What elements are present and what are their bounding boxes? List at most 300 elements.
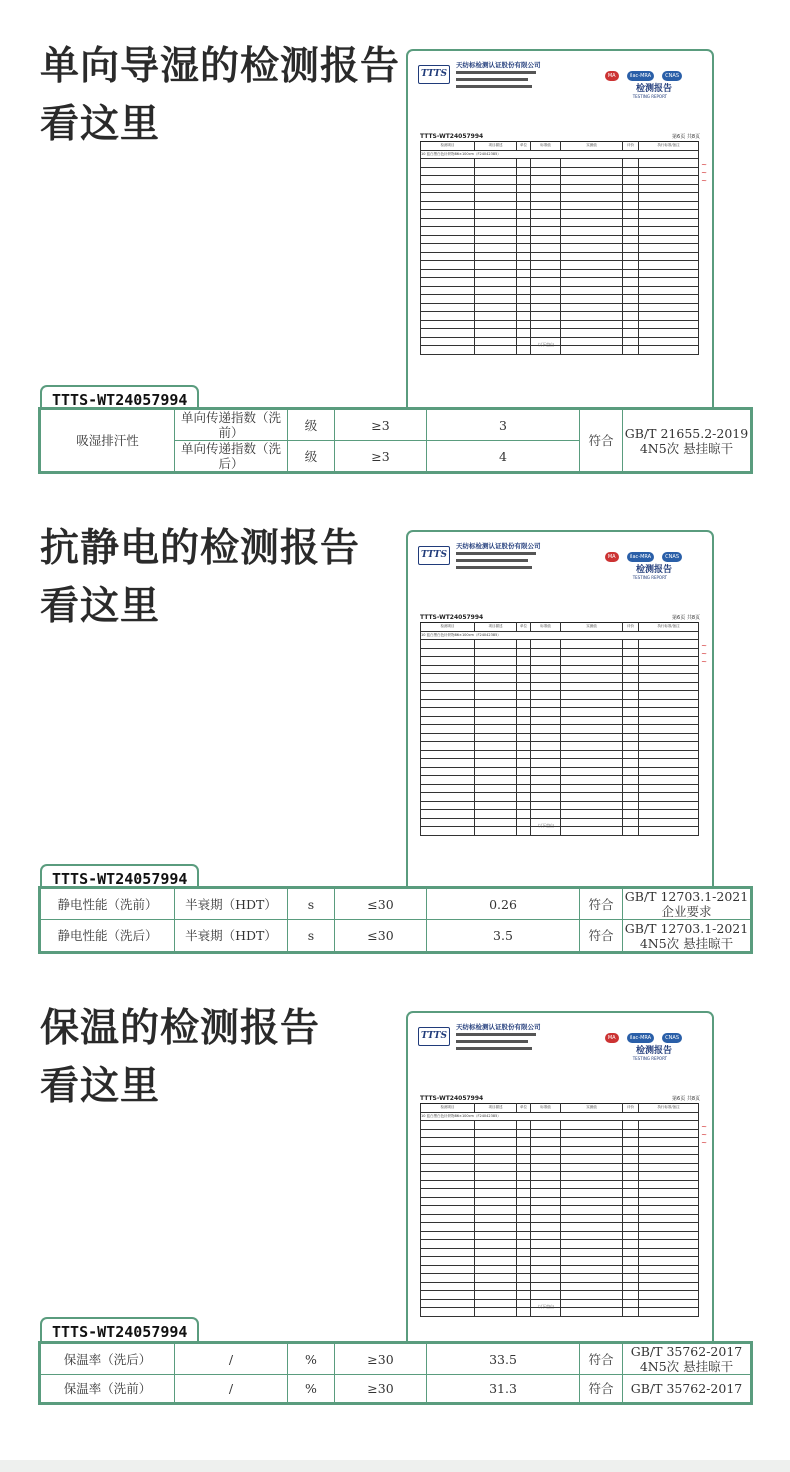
report-filler-cell [517, 1240, 531, 1249]
report-filler-cell [623, 1129, 639, 1138]
cnas-cert-logo: CNAS [662, 1033, 682, 1043]
report-filler-cell [475, 1189, 517, 1198]
report-filler-cell [475, 1248, 517, 1257]
report-doc-number: TTTS-WT24057994 [420, 133, 484, 140]
report-filler-cell [517, 1206, 531, 1215]
report-filler-cell [475, 1180, 517, 1189]
report-filler-cell [517, 1138, 531, 1147]
report-filler-row [421, 1223, 699, 1232]
unit-cell: % [288, 1375, 335, 1403]
report-filler-cell [475, 1291, 517, 1300]
report-filler-cell [639, 1282, 699, 1291]
report-filler-row [421, 1180, 699, 1189]
report-filler-row [421, 1155, 699, 1164]
report-filler-cell [421, 1231, 475, 1240]
report-filler-cell [561, 1155, 623, 1164]
report-filler-cell [531, 1223, 561, 1232]
report-filler-cell [421, 1180, 475, 1189]
verdict-cell: 符合 [580, 889, 623, 920]
report-filler-cell [623, 1265, 639, 1274]
verdict-cell: 符合 [580, 920, 623, 952]
report-filler-cell [639, 1189, 699, 1198]
report-filler-cell [639, 1197, 699, 1206]
method-cell: 单向传递指数（洗后） [175, 441, 288, 472]
report-header [408, 1013, 712, 1073]
report-filler-cell [421, 1146, 475, 1155]
report-title: 检测报告 [635, 1046, 672, 1056]
result-cell: 3 [427, 410, 580, 441]
standard-cell: ≤30 [335, 889, 427, 920]
spec-cell: GB/T 35762-2017 [623, 1375, 751, 1403]
report-filler-cell [421, 1299, 475, 1308]
report-filler-cell [623, 1231, 639, 1240]
report-filler-cell [561, 1172, 623, 1181]
report-footer-text: 以下空白 [538, 822, 554, 828]
report-filler-cell [561, 1231, 623, 1240]
report-filler-row [421, 1240, 699, 1249]
ilac-cert-logo: ilac-MRA [627, 1033, 654, 1043]
report-filler-cell [475, 1163, 517, 1172]
heading-line-2: 看这里 [40, 1064, 161, 1109]
report-header-cell: 项目描述 [475, 1104, 517, 1113]
verdict-cell: 符合 [580, 1375, 623, 1403]
report-filler-cell [421, 1206, 475, 1215]
report-doc-number: TTTS-WT24057994 [420, 614, 484, 621]
report-filler-cell [517, 1291, 531, 1300]
report-header-cell: 评价 [623, 623, 639, 632]
report-filler-row [421, 1172, 699, 1181]
report-filler-cell [517, 1129, 531, 1138]
report-filler-row [421, 1231, 699, 1240]
red-stamp: ~ ~ ~ [701, 161, 707, 185]
report-filler-cell [517, 1231, 531, 1240]
ilac-cert-logo: ilac-MRA [627, 552, 654, 562]
report-filler-cell [561, 1308, 623, 1317]
report-filler-cell [421, 1197, 475, 1206]
ma-cert-logo: MA [605, 71, 619, 81]
report-filler-cell [475, 1265, 517, 1274]
report-filler-cell [561, 1299, 623, 1308]
report-org-name: 天纺标检测认证股份有限公司 [456, 61, 541, 69]
report-filler-cell [639, 1265, 699, 1274]
report-filler-cell [639, 1240, 699, 1249]
report-filler-cell [561, 1257, 623, 1266]
report-filler-cell [421, 1155, 475, 1164]
report-filler-cell [531, 1265, 561, 1274]
report-filler-cell [475, 1274, 517, 1283]
result-cell: 0.26 [427, 889, 580, 920]
report-filler-cell [475, 1214, 517, 1223]
report-filler-cell [623, 1172, 639, 1181]
report-filler-cell [561, 1206, 623, 1215]
report-filler-cell [561, 1163, 623, 1172]
ma-cert-logo: MA [605, 1033, 619, 1043]
standard-cell: ≥30 [335, 1375, 427, 1403]
report-filler-row [421, 1291, 699, 1300]
report-filler-cell [421, 1282, 475, 1291]
footer-bar [0, 1460, 790, 1472]
heading-line-2: 看这里 [40, 102, 161, 147]
report-subtitle: TESTING REPORT [632, 94, 667, 99]
report-header-cell: 检测项目 [421, 142, 475, 151]
standard-cell: ≤30 [335, 920, 427, 952]
report-filler-cell [475, 1197, 517, 1206]
report-filler-cell [639, 1308, 699, 1317]
report-filler-cell [475, 1282, 517, 1291]
report-filler-cell [561, 1240, 623, 1249]
report-filler-cell [517, 1282, 531, 1291]
report-filler-cell [475, 1299, 517, 1308]
report-filler-cell [531, 1248, 561, 1257]
report-sample-cell: 10 蓝白黑白色针织物86×100cm（F24042385） [421, 1112, 699, 1121]
report-sample-cell: 10 蓝白黑白色针织物86×100cm（F24042385） [421, 631, 699, 640]
ttts-logo: TTTS [418, 546, 450, 565]
method-cell: 半衰期（HDT） [175, 920, 288, 952]
report-filler-cell [561, 1223, 623, 1232]
report-filler-cell [561, 1146, 623, 1155]
report-filler-cell [517, 1121, 531, 1130]
report-filler-cell [475, 1240, 517, 1249]
report-filler-cell [561, 1129, 623, 1138]
report-org-line [456, 1033, 536, 1036]
report-filler-cell [517, 1299, 531, 1308]
ma-cert-logo: MA [605, 552, 619, 562]
method-cell: / [175, 1375, 288, 1403]
report-header-cell: 评价 [623, 142, 639, 151]
result-cell: 3.5 [427, 920, 580, 952]
report-filler-cell [475, 1223, 517, 1232]
report-filler-row [421, 1163, 699, 1172]
report-filler-cell [475, 1138, 517, 1147]
report-filler-row [421, 1265, 699, 1274]
report-filler-cell [517, 1223, 531, 1232]
report-filler-cell [561, 1265, 623, 1274]
report-filler-cell [531, 1282, 561, 1291]
result-cell: 33.5 [427, 1344, 580, 1375]
report-header-cell: 实测值 [561, 142, 623, 151]
report-header-cell: 项目描述 [475, 623, 517, 632]
report-filler-cell [475, 1231, 517, 1240]
report-filler-cell [623, 1299, 639, 1308]
report-number-tag: TTTS-WT24057994 [40, 864, 199, 888]
report-filler-cell [561, 1121, 623, 1130]
report-filler-cell [531, 1155, 561, 1164]
report-filler-cell [639, 1299, 699, 1308]
report-filler-cell [531, 1172, 561, 1181]
report-header-cell: 标准值 [531, 142, 561, 151]
verdict-cell: 符合 [580, 1344, 623, 1375]
report-filler-cell [623, 1257, 639, 1266]
report-header-cell: 实测值 [561, 623, 623, 632]
report-filler-cell [623, 1214, 639, 1223]
red-stamp: ~ ~ ~ [701, 1123, 707, 1147]
report-page-number: 第6页 共8页 [672, 134, 700, 140]
report-filler-cell [475, 1172, 517, 1181]
report-filler-cell [623, 1146, 639, 1155]
report-filler-cell [421, 1163, 475, 1172]
report-filler-cell [561, 1248, 623, 1257]
report-filler-row [421, 1248, 699, 1257]
report-filler-cell [639, 1146, 699, 1155]
report-filler-cell [421, 1248, 475, 1257]
report-header-cell: 单位 [517, 1104, 531, 1113]
report-filler-cell [531, 1121, 561, 1130]
report-header-cell: 执行标准/备注 [639, 1104, 699, 1113]
report-filler-cell [517, 1197, 531, 1206]
standard-cell: ≥30 [335, 1344, 427, 1375]
report-filler-row [421, 1308, 699, 1317]
report-header-cell: 实测值 [561, 1104, 623, 1113]
report-filler-cell [517, 1172, 531, 1181]
heading-line-1: 抗静电的检测报告 [40, 526, 361, 571]
report-filler-cell [517, 1274, 531, 1283]
report-filler-cell [517, 1257, 531, 1266]
verdict-cell: 符合 [580, 410, 623, 472]
report-filler-cell [517, 1308, 531, 1317]
report-filler-cell [531, 1214, 561, 1223]
result-cell: 4 [427, 441, 580, 472]
report-filler-cell [639, 1248, 699, 1257]
report-filler-cell [561, 1138, 623, 1147]
report-org-name: 天纺标检测认证股份有限公司 [456, 1023, 541, 1031]
report-page-number: 第6页 共8页 [672, 1096, 700, 1102]
report-filler-cell [623, 1223, 639, 1232]
spec-cell: GB/T 12703.1-2021 企业要求 [623, 889, 751, 920]
report-org-name: 天纺标检测认证股份有限公司 [456, 542, 541, 550]
report-filler-cell [531, 1197, 561, 1206]
report-filler-cell [421, 1121, 475, 1130]
unit-cell: 级 [288, 410, 335, 441]
heading-line-1: 单向导湿的检测报告 [40, 44, 401, 89]
report-filler-cell [517, 1146, 531, 1155]
report-filler-cell [421, 1189, 475, 1198]
report-filler-cell [517, 1155, 531, 1164]
report-filler-row [421, 1206, 699, 1215]
report-filler-cell [623, 1163, 639, 1172]
spec-cell: GB/T 35762-2017 4N5次 悬挂晾干 [623, 1344, 751, 1375]
report-filler-cell [623, 1197, 639, 1206]
report-filler-cell [639, 1155, 699, 1164]
report-filler-row [421, 1129, 699, 1138]
report-header-cell: 标准值 [531, 623, 561, 632]
report-filler-row [421, 1138, 699, 1147]
ttts-logo: TTTS [418, 1027, 450, 1046]
report-filler-cell [421, 1274, 475, 1283]
unit-cell: % [288, 1344, 335, 1375]
report-filler-cell [421, 1265, 475, 1274]
report-filler-cell [561, 1291, 623, 1300]
report-mini-table [420, 1103, 699, 1317]
report-filler-cell [561, 1180, 623, 1189]
report-filler-cell [517, 1189, 531, 1198]
ilac-cert-logo: ilac-MRA [627, 71, 654, 81]
report-header-cell: 执行标准/备注 [639, 623, 699, 632]
report-filler-row [421, 1121, 699, 1130]
report-number-tag: TTTS-WT24057994 [40, 1317, 199, 1341]
report-filler-cell [639, 1206, 699, 1215]
report-footer-text: 以下空白 [538, 1303, 554, 1309]
report-filler-cell [531, 1240, 561, 1249]
report-filler-row [421, 1282, 699, 1291]
unit-cell: s [288, 920, 335, 952]
standard-cell: ≥3 [335, 441, 427, 472]
report-filler-cell [531, 1274, 561, 1283]
report-filler-cell [561, 1274, 623, 1283]
report-footer-text: 以下空白 [538, 341, 554, 347]
cnas-cert-logo: CNAS [662, 552, 682, 562]
report-filler-cell [531, 1146, 561, 1155]
report-filler-cell [475, 1121, 517, 1130]
report-filler-cell [623, 1206, 639, 1215]
report-filler-row [421, 1189, 699, 1198]
report-header-cell: 执行标准/备注 [639, 142, 699, 151]
table-row [41, 1375, 751, 1403]
report-filler-cell [475, 1146, 517, 1155]
result-cell: 31.3 [427, 1375, 580, 1403]
unit-cell: 级 [288, 441, 335, 472]
report-page-number: 第6页 共8页 [672, 615, 700, 621]
report-filler-cell [517, 1214, 531, 1223]
report-header-cell: 检测项目 [421, 1104, 475, 1113]
red-stamp: ~ ~ ~ [701, 642, 707, 666]
report-filler-cell [639, 1274, 699, 1283]
report-header-cell: 单位 [517, 142, 531, 151]
report-filler-cell [421, 1214, 475, 1223]
unit-cell: s [288, 889, 335, 920]
report-subtitle: TESTING REPORT [632, 1056, 667, 1061]
report-header-cell: 项目描述 [475, 142, 517, 151]
heading-line-1: 保温的检测报告 [40, 1006, 321, 1051]
report-header-cell: 标准值 [531, 1104, 561, 1113]
ttts-logo: TTTS [418, 65, 450, 84]
report-sample-cell: 10 蓝白黑白色针织物86×100cm（F24042385） [421, 150, 699, 159]
report-filler-cell [421, 1240, 475, 1249]
report-header-cell: 检测项目 [421, 623, 475, 632]
report-doc-number: TTTS-WT24057994 [420, 1095, 484, 1102]
report-filler-cell [623, 1274, 639, 1283]
report-org-line [456, 1047, 532, 1050]
report-filler-cell [421, 1291, 475, 1300]
test-item-cell: 静电性能（洗前） [41, 889, 175, 920]
report-filler-cell [475, 1308, 517, 1317]
result-table [40, 1343, 751, 1403]
report-filler-cell [639, 1223, 699, 1232]
report-filler-cell [517, 1265, 531, 1274]
report-filler-cell [475, 1257, 517, 1266]
spec-cell: GB/T 21655.2-2019 4N5次 悬挂晾干 [623, 410, 751, 472]
report-filler-cell [623, 1248, 639, 1257]
test-item-cell: 保温率（洗后） [41, 1344, 175, 1375]
report-filler-cell [623, 1240, 639, 1249]
cnas-cert-logo: CNAS [662, 71, 682, 81]
test-item-cell: 静电性能（洗后） [41, 920, 175, 952]
report-filler-row [421, 1214, 699, 1223]
report-filler-cell [639, 1121, 699, 1130]
report-filler-cell [623, 1138, 639, 1147]
report-filler-cell [421, 1129, 475, 1138]
report-filler-cell [623, 1180, 639, 1189]
report-filler-cell [639, 1214, 699, 1223]
report-title: 检测报告 [635, 565, 672, 575]
report-filler-cell [623, 1308, 639, 1317]
report-filler-cell [623, 1291, 639, 1300]
report-header-row [421, 1104, 699, 1113]
method-cell: / [175, 1344, 288, 1375]
report-filler-row [421, 1197, 699, 1206]
report-filler-cell [421, 1138, 475, 1147]
method-cell: 单向传递指数（洗前） [175, 410, 288, 441]
standard-cell: ≥3 [335, 410, 427, 441]
report-filler-cell [561, 1282, 623, 1291]
report-filler-cell [421, 1257, 475, 1266]
report-filler-cell [531, 1163, 561, 1172]
report-filler-cell [639, 1138, 699, 1147]
report-filler-cell [531, 1189, 561, 1198]
report-filler-cell [561, 1197, 623, 1206]
report-filler-cell [531, 1231, 561, 1240]
report-org-line [456, 1040, 528, 1043]
report-filler-cell [639, 1231, 699, 1240]
report-filler-cell [517, 1163, 531, 1172]
report-filler-row [421, 1146, 699, 1155]
report-filler-cell [623, 1189, 639, 1198]
report-filler-cell [639, 1163, 699, 1172]
heading-line-2: 看这里 [40, 584, 161, 629]
report-document-image [406, 1011, 714, 1345]
method-cell: 半衰期（HDT） [175, 889, 288, 920]
report-title: 检测报告 [635, 84, 672, 94]
test-item-cell: 吸湿排汗性 [41, 410, 175, 472]
report-filler-row [421, 1299, 699, 1308]
test-item-cell: 保温率（洗前） [41, 1375, 175, 1403]
report-filler-cell [421, 1172, 475, 1181]
report-filler-cell [517, 1248, 531, 1257]
report-filler-cell [475, 1206, 517, 1215]
report-filler-cell [517, 1180, 531, 1189]
report-number-tag: TTTS-WT24057994 [40, 385, 199, 409]
report-filler-cell [475, 1155, 517, 1164]
report-filler-cell [561, 1214, 623, 1223]
report-filler-cell [639, 1129, 699, 1138]
report-header-cell: 评价 [623, 1104, 639, 1113]
report-subtitle: TESTING REPORT [632, 575, 667, 580]
report-filler-cell [531, 1180, 561, 1189]
report-filler-cell [639, 1257, 699, 1266]
table-row [41, 1344, 751, 1375]
report-filler-cell [421, 1308, 475, 1317]
report-filler-row [421, 1257, 699, 1266]
report-filler-cell [531, 1291, 561, 1300]
report-filler-cell [531, 1138, 561, 1147]
report-filler-cell [421, 1223, 475, 1232]
report-filler-cell [561, 1189, 623, 1198]
report-filler-cell [623, 1282, 639, 1291]
section-heading [40, 1000, 320, 1116]
report-filler-cell [623, 1155, 639, 1164]
report-filler-row [421, 1274, 699, 1283]
report-header-cell: 单位 [517, 623, 531, 632]
report-filler-cell [531, 1257, 561, 1266]
report-filler-cell [531, 1129, 561, 1138]
report-filler-cell [475, 1129, 517, 1138]
report-filler-cell [639, 1172, 699, 1181]
report-filler-cell [531, 1206, 561, 1215]
report-sample-row [421, 1112, 699, 1121]
report-filler-cell [639, 1180, 699, 1189]
report-filler-cell [623, 1121, 639, 1130]
spec-cell: GB/T 12703.1-2021 4N5次 悬挂晾干 [623, 920, 751, 952]
report-filler-cell [639, 1291, 699, 1300]
